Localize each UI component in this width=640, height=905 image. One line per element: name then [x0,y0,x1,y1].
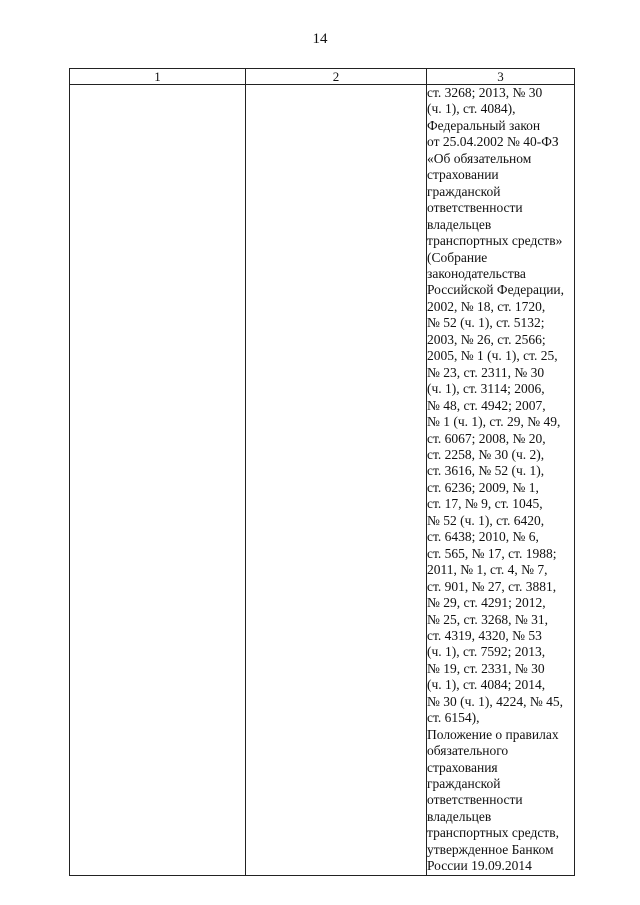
text-line: ст. 6438; 2010, № 6, [427,529,539,545]
text-line: ст. 2258, № 30 (ч. 2), [427,446,545,462]
text-line: России 19.09.2014 [427,858,532,874]
text-line: (Собрание [427,249,488,265]
text-line: Положение о правилах [427,726,559,742]
text-line: страхования [427,759,498,775]
column-1-cell [70,85,246,876]
text-line: обязательного [427,743,509,759]
text-line: страховании [427,167,499,183]
document-table [69,68,575,876]
text-line: № 23, ст. 2311, № 30 [427,364,545,380]
column-3-text [427,85,574,875]
text-line: № 1 (ч. 1), ст. 29, № 49, [427,414,561,430]
column-2-cell [246,85,427,876]
text-line: транспортных средств, [427,825,559,841]
text-line: ст. 3268; 2013, № 30 [427,85,543,100]
text-line: ст. 3616, № 52 (ч. 1), [427,463,545,479]
text-line: 2005, № 1 (ч. 1), ст. 25, [427,348,558,364]
text-line: ст. 6154), [427,710,480,726]
text-line: «Об обязательном [427,150,532,166]
text-line: № 19, ст. 2331, № 30 [427,660,545,676]
text-line: (ч. 1), ст. 4084), [427,101,516,117]
text-line: № 52 (ч. 1), ст. 5132; [427,315,545,331]
text-line: транспортных средств» [427,233,563,249]
text-line: (ч. 1), ст. 4084; 2014, [427,677,546,693]
text-line: 2003, № 26, ст. 2566; [427,331,546,347]
text-line: от 25.04.2002 № 40-ФЗ [427,134,559,150]
table-row [70,85,575,876]
text-line: утвержденное Банком [427,841,554,857]
text-line: № 48, ст. 4942; 2007, [427,397,546,413]
page-number: 14 [312,31,328,47]
text-line: ответственности [427,792,523,808]
text-line: (ч. 1), ст. 7592; 2013, [427,644,546,660]
text-line: № 25, ст. 3268, № 31, [427,611,549,627]
text-line: Федеральный закон [427,117,541,133]
text-line: 2011, № 1, ст. 4, № 7, [427,562,548,578]
text-line: гражданской [427,183,501,199]
text-line: законодательства [427,265,526,281]
text-line: № 52 (ч. 1), ст. 6420, [427,512,545,528]
text-line: ст. 6067; 2008, № 20, [427,430,546,446]
column-header-1: 1 [70,69,246,85]
text-line: Российской Федерации, [427,282,565,298]
text-line: № 29, ст. 4291; 2012, [427,595,546,611]
text-line: ответственности [427,200,523,216]
text-line: № 30 (ч. 1), 4224, № 45, [427,693,564,709]
text-line: (ч. 1), ст. 3114; 2006, [427,381,545,397]
text-line: ст. 565, № 17, ст. 1988; [427,545,557,561]
text-line: ст. 4319, 4320, № 53 [427,627,542,643]
text-line: ст. 901, № 27, ст. 3881, [427,578,557,594]
table-header-row [70,69,575,85]
text-line: владельцев [427,808,492,824]
text-line: ст. 6236; 2009, № 1, [427,479,539,495]
text-line: владельцев [427,216,492,232]
text-line: гражданской [427,776,501,792]
column-header-3: 3 [427,69,575,85]
column-header-2: 2 [246,69,427,85]
text-line: 2002, № 18, ст. 1720, [427,298,546,314]
column-3-cell [427,85,575,876]
text-line: ст. 17, № 9, ст. 1045, [427,496,543,512]
